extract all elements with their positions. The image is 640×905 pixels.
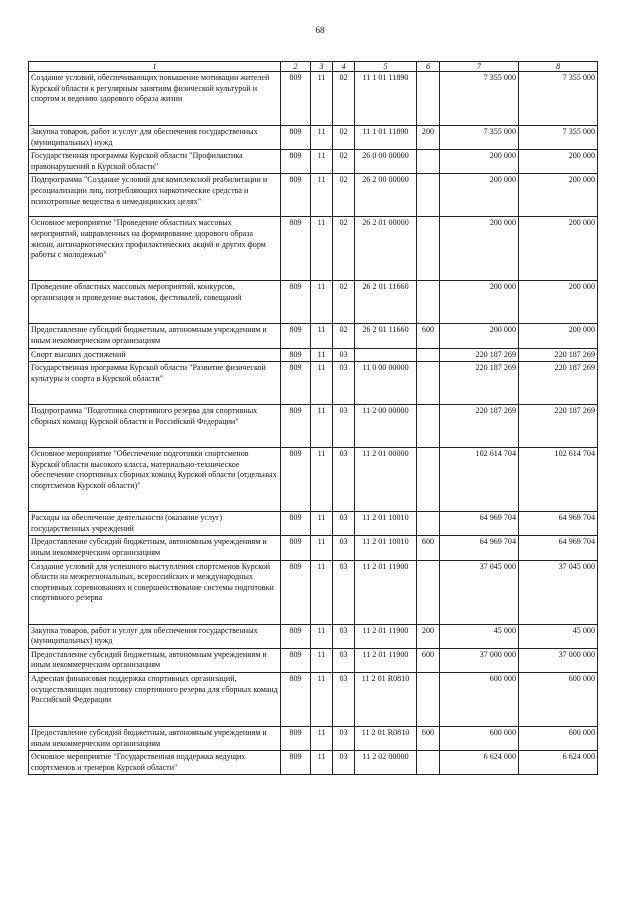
table-row <box>29 126 598 150</box>
table-row <box>29 648 598 672</box>
row-ved: 809 <box>281 536 311 560</box>
row-name: Адресная финансовая поддержка спортивных организаций, осуществляющих подготовку спортивного резерва для сборных команд Российской Федерации <box>29 672 281 726</box>
row-section: 11 <box>311 217 333 281</box>
row-section: 11 <box>311 281 333 324</box>
row-subsection: 03 <box>333 405 355 448</box>
row-name: Государственная программа Курской области "Профилактика правонарушений в Курской области" <box>29 150 281 174</box>
row-name: Подпрограмма "Создание условий для комплексной реабилитации и ресоциализации лиц, потребляющих наркотические средства и психотропные вещества в немедицинских целях" <box>29 174 281 217</box>
row-expense-type: 600 <box>417 536 440 560</box>
row-name: Основное мероприятие "Проведение областных массовых мероприятий, направленных на формирование здорового образа жизни, антинаркотических профилактических акций и других форм работы с молодежью" <box>29 217 281 281</box>
row-subsection: 02 <box>333 72 355 126</box>
row-amount-year1: 102 614 704 <box>440 448 519 512</box>
row-amount-year1: 220 187 269 <box>440 348 519 362</box>
row-section: 11 <box>311 348 333 362</box>
row-target-article: 11 0 00 00000 <box>355 362 417 405</box>
row-ved: 809 <box>281 281 311 324</box>
row-ved: 809 <box>281 174 311 217</box>
row-expense-type <box>417 348 440 362</box>
row-ved: 809 <box>281 348 311 362</box>
table-row <box>29 324 598 348</box>
table-row <box>29 536 598 560</box>
row-amount-year1: 220 187 269 <box>440 405 519 448</box>
row-expense-type <box>417 448 440 512</box>
row-subsection: 03 <box>333 672 355 726</box>
row-section: 11 <box>311 751 333 775</box>
row-name: Закупка товаров, работ и услуг для обеспечения государственных (муниципальных) нужд <box>29 624 281 648</box>
row-name: Подпрограмма "Подготовка спортивного резерва для спортивных сборных команд Курской области и Российской Федерации" <box>29 405 281 448</box>
table-row <box>29 624 598 648</box>
row-amount-year2: 600 000 <box>519 672 598 726</box>
row-amount-year2: 200 000 <box>519 324 598 348</box>
row-ved: 809 <box>281 362 311 405</box>
row-amount-year1: 600 000 <box>440 672 519 726</box>
row-name: Спорт высших достижений <box>29 348 281 362</box>
row-expense-type <box>417 362 440 405</box>
row-section: 11 <box>311 560 333 624</box>
row-amount-year1: 45 000 <box>440 624 519 648</box>
row-subsection: 03 <box>333 624 355 648</box>
row-amount-year1: 200 000 <box>440 174 519 217</box>
row-ved: 809 <box>281 726 311 750</box>
row-amount-year1: 37 045 000 <box>440 560 519 624</box>
row-amount-year2: 7 355 000 <box>519 126 598 150</box>
row-amount-year2: 200 000 <box>519 150 598 174</box>
row-target-article: 11 2 01 10010 <box>355 512 417 536</box>
row-target-article: 11 2 01 10010 <box>355 536 417 560</box>
row-ved: 809 <box>281 751 311 775</box>
row-name: Создание условий, обеспечивающих повышение мотивации жителей Курской области к регулярным занятиям физической культурой и спортом и ведению здорового образа жизни <box>29 72 281 126</box>
row-subsection: 02 <box>333 217 355 281</box>
row-target-article: 11 2 01 11900 <box>355 624 417 648</box>
row-section: 11 <box>311 405 333 448</box>
row-amount-year2: 220 187 269 <box>519 348 598 362</box>
row-amount-year1: 600 000 <box>440 726 519 750</box>
row-subsection: 03 <box>333 536 355 560</box>
row-target-article: 11 2 02 00000 <box>355 751 417 775</box>
row-subsection: 02 <box>333 324 355 348</box>
column-number: 7 <box>440 62 519 72</box>
table-row <box>29 512 598 536</box>
row-ved: 809 <box>281 624 311 648</box>
row-amount-year1: 6 624 000 <box>440 751 519 775</box>
row-section: 11 <box>311 726 333 750</box>
row-expense-type <box>417 281 440 324</box>
row-expense-type: 600 <box>417 324 440 348</box>
row-subsection: 03 <box>333 512 355 536</box>
page-number: 68 <box>315 25 325 35</box>
table-row <box>29 217 598 281</box>
row-name: Основное мероприятие "Государственная поддержка ведущих спортсменов и тренеров Курской области" <box>29 751 281 775</box>
row-expense-type: 200 <box>417 624 440 648</box>
row-name: Предоставление субсидий бюджетным, автономным учреждениям и иным некоммерческим организациям <box>29 726 281 750</box>
row-name: Государственная программа Курской области "Развитие физической культуры и спорта в Курской области" <box>29 362 281 405</box>
row-ved: 809 <box>281 448 311 512</box>
row-ved: 809 <box>281 648 311 672</box>
row-subsection: 02 <box>333 126 355 150</box>
table-row <box>29 751 598 775</box>
row-amount-year2: 102 614 704 <box>519 448 598 512</box>
row-amount-year1: 37 000 000 <box>440 648 519 672</box>
row-target-article: 11 2 01 11900 <box>355 648 417 672</box>
row-amount-year2: 7 355 000 <box>519 72 598 126</box>
row-section: 11 <box>311 72 333 126</box>
row-ved: 809 <box>281 150 311 174</box>
row-amount-year1: 7 355 000 <box>440 126 519 150</box>
row-amount-year1: 200 000 <box>440 281 519 324</box>
row-target-article: 26 2 01 00000 <box>355 217 417 281</box>
table-row <box>29 362 598 405</box>
row-amount-year2: 200 000 <box>519 174 598 217</box>
row-section: 11 <box>311 536 333 560</box>
row-subsection: 03 <box>333 362 355 405</box>
row-amount-year2: 600 000 <box>519 726 598 750</box>
row-amount-year2: 220 187 269 <box>519 405 598 448</box>
row-section: 11 <box>311 362 333 405</box>
row-ved: 809 <box>281 126 311 150</box>
row-ved: 809 <box>281 560 311 624</box>
row-expense-type: 600 <box>417 726 440 750</box>
row-target-article: 11 2 00 00000 <box>355 405 417 448</box>
table-row <box>29 150 598 174</box>
row-target-article: 11 1 01 11890 <box>355 72 417 126</box>
column-number: 4 <box>333 62 355 72</box>
row-target-article: 11 1 01 11890 <box>355 126 417 150</box>
column-number-row <box>29 62 598 72</box>
row-expense-type <box>417 405 440 448</box>
row-subsection: 03 <box>333 560 355 624</box>
row-section: 11 <box>311 648 333 672</box>
row-amount-year1: 200 000 <box>440 150 519 174</box>
row-amount-year2: 6 624 000 <box>519 751 598 775</box>
row-subsection: 02 <box>333 150 355 174</box>
row-subsection: 03 <box>333 448 355 512</box>
row-ved: 809 <box>281 324 311 348</box>
row-amount-year2: 37 045 000 <box>519 560 598 624</box>
row-target-article: 26 2 01 11660 <box>355 281 417 324</box>
row-target-article: 11 2 01 11900 <box>355 560 417 624</box>
row-ved: 809 <box>281 672 311 726</box>
row-subsection: 03 <box>333 348 355 362</box>
row-expense-type <box>417 217 440 281</box>
row-section: 11 <box>311 448 333 512</box>
row-amount-year1: 220 187 269 <box>440 362 519 405</box>
row-ved: 809 <box>281 72 311 126</box>
row-expense-type <box>417 72 440 126</box>
row-section: 11 <box>311 126 333 150</box>
table-row <box>29 448 598 512</box>
row-amount-year1: 200 000 <box>440 217 519 281</box>
table-row <box>29 348 598 362</box>
row-target-article: 11 2 01 00000 <box>355 448 417 512</box>
row-expense-type <box>417 751 440 775</box>
row-amount-year2: 64 969 704 <box>519 536 598 560</box>
row-subsection: 02 <box>333 174 355 217</box>
row-name: Основное мероприятие "Обеспечение подготовки спортсменов Курской области высокого класса, материально-техническое обеспечение спортивных сборных команд Курской области (отдельных спортсменов Курской области)" <box>29 448 281 512</box>
table-row <box>29 560 598 624</box>
row-target-article <box>355 348 417 362</box>
row-expense-type <box>417 560 440 624</box>
row-expense-type: 200 <box>417 126 440 150</box>
row-name: Проведение областных массовых мероприятий, конкурсов, организация и проведение выставок, фестивалей, совещаний <box>29 281 281 324</box>
row-amount-year1: 200 000 <box>440 324 519 348</box>
row-amount-year2: 200 000 <box>519 281 598 324</box>
row-target-article: 11 2 01 R0810 <box>355 726 417 750</box>
row-target-article: 26 0 00 00000 <box>355 150 417 174</box>
row-target-article: 26 2 01 11660 <box>355 324 417 348</box>
row-name: Предоставление субсидий бюджетным, автономным учреждениям и иным некоммерческим организациям <box>29 324 281 348</box>
row-amount-year2: 200 000 <box>519 217 598 281</box>
row-section: 11 <box>311 512 333 536</box>
row-name: Предоставление субсидий бюджетным, автономным учреждениям и иным некоммерческим организациям <box>29 536 281 560</box>
column-number: 1 <box>29 62 281 72</box>
row-ved: 809 <box>281 512 311 536</box>
column-number: 6 <box>417 62 440 72</box>
row-subsection: 03 <box>333 751 355 775</box>
row-expense-type: 600 <box>417 648 440 672</box>
table-row <box>29 672 598 726</box>
row-amount-year2: 220 187 269 <box>519 362 598 405</box>
table-row <box>29 174 598 217</box>
row-target-article: 26 2 00 00000 <box>355 174 417 217</box>
row-subsection: 02 <box>333 281 355 324</box>
row-expense-type <box>417 672 440 726</box>
row-name: Расходы на обеспечение деятельности (оказание услуг) государственных учреждений <box>29 512 281 536</box>
row-name: Создание условий для успешного выступления спортсменов Курской области на межрегиональных, всероссийских и международных спортивных соревнованиях и совершенствование системы подготовки спортивного резерва <box>29 560 281 624</box>
row-amount-year2: 64 969 704 <box>519 512 598 536</box>
row-subsection: 03 <box>333 726 355 750</box>
budget-table <box>28 61 598 775</box>
row-section: 11 <box>311 672 333 726</box>
row-target-article: 11 2 01 R0810 <box>355 672 417 726</box>
row-section: 11 <box>311 174 333 217</box>
table-row <box>29 726 598 750</box>
row-section: 11 <box>311 324 333 348</box>
column-number: 5 <box>355 62 417 72</box>
row-section: 11 <box>311 624 333 648</box>
row-section: 11 <box>311 150 333 174</box>
row-amount-year1: 7 355 000 <box>440 72 519 126</box>
table-row <box>29 281 598 324</box>
row-amount-year2: 45 000 <box>519 624 598 648</box>
row-expense-type <box>417 512 440 536</box>
row-expense-type <box>417 174 440 217</box>
table-row <box>29 405 598 448</box>
row-amount-year2: 37 000 000 <box>519 648 598 672</box>
row-amount-year1: 64 969 704 <box>440 536 519 560</box>
row-subsection: 03 <box>333 648 355 672</box>
row-ved: 809 <box>281 405 311 448</box>
column-number: 3 <box>311 62 333 72</box>
column-number: 8 <box>519 62 598 72</box>
row-name: Предоставление субсидий бюджетным, автономным учреждениям и иным некоммерческим организациям <box>29 648 281 672</box>
column-number: 2 <box>281 62 311 72</box>
table-row <box>29 72 598 126</box>
row-amount-year1: 64 969 704 <box>440 512 519 536</box>
row-ved: 809 <box>281 217 311 281</box>
row-expense-type <box>417 150 440 174</box>
row-name: Закупка товаров, работ и услуг для обеспечения государственных (муниципальных) нужд <box>29 126 281 150</box>
